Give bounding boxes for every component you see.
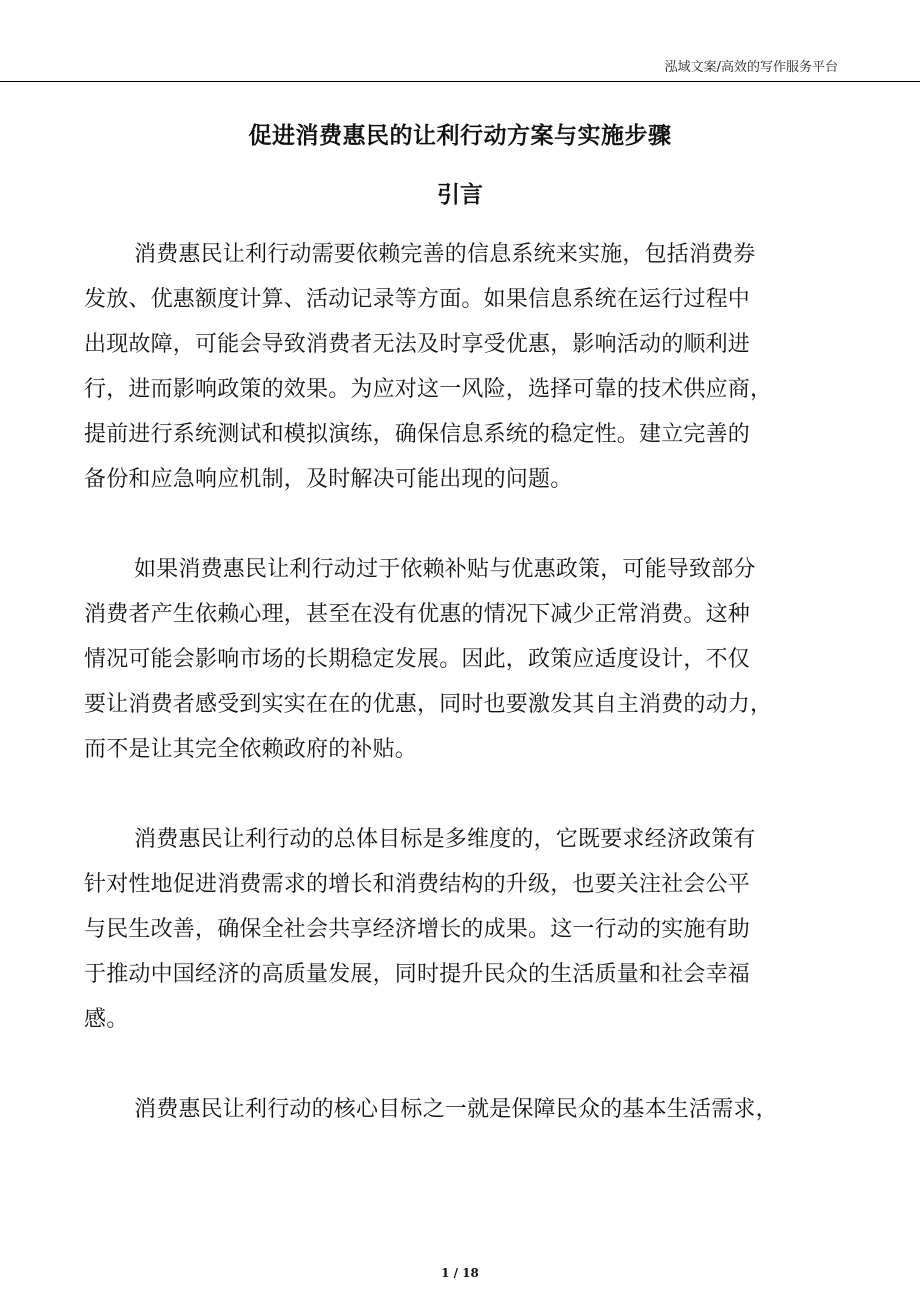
paragraph-line: 消费惠民让利行动的核心目标之一就是保障民众的基本生活需求， bbox=[134, 1097, 778, 1122]
paragraph-3 bbox=[84, 817, 844, 1042]
paragraph-gap bbox=[84, 502, 844, 547]
paragraph-gap bbox=[84, 772, 844, 817]
paragraph-line: 感。 bbox=[84, 1007, 129, 1032]
page-header bbox=[0, 58, 920, 80]
paragraph-line: 行，进而影响政策的效果。为应对这一风险，选择可靠的技术供应商， bbox=[84, 377, 773, 402]
paragraph-gap bbox=[84, 1042, 844, 1087]
paragraph-4 bbox=[84, 1087, 844, 1132]
page-number: 1 / 18 bbox=[441, 1266, 479, 1280]
document-title: 促进消费惠民的让利行动方案与实施步骤 bbox=[248, 123, 672, 149]
paragraph-line: 情况可能会影响市场的长期稳定发展。因此，政策应适度设计，不仅 bbox=[84, 647, 751, 672]
paragraph-2 bbox=[84, 547, 844, 772]
header-site-text: 泓域文案/高效的写作服务平台 bbox=[664, 60, 838, 75]
paragraph-line: 于推动中国经济的高质量发展，同时提升民众的生活质量和社会幸福 bbox=[84, 962, 751, 987]
paragraph-line: 与民生改善，确保全社会共享经济增长的成果。这一行动的实施有助 bbox=[84, 917, 751, 942]
paragraph-line: 备份和应急响应机制，及时解决可能出现的问题。 bbox=[84, 467, 573, 492]
paragraph-line: 出现故障，可能会导致消费者无法及时享受优惠，影响活动的顺利进 bbox=[84, 332, 751, 357]
paragraph-line: 消费者产生依赖心理，甚至在没有优惠的情况下减少正常消费。这种 bbox=[84, 602, 751, 627]
paragraph-line: 而不是让其完全依赖政府的补贴。 bbox=[84, 737, 418, 762]
paragraph-line: 发放、优惠额度计算、活动记录等方面。如果信息系统在运行过程中 bbox=[84, 287, 751, 312]
section-heading: 引言 bbox=[437, 182, 483, 208]
paragraph-1 bbox=[84, 232, 844, 502]
document-body bbox=[84, 232, 844, 1132]
paragraph-line: 针对性地促进消费需求的增长和消费结构的升级，也要关注社会公平 bbox=[84, 872, 751, 897]
paragraph-line: 提前进行系统测试和模拟演练，确保信息系统的稳定性。建立完善的 bbox=[84, 422, 751, 447]
paragraph-line: 消费惠民让利行动的总体目标是多维度的，它既要求经济政策有 bbox=[134, 827, 756, 852]
paragraph-line: 如果消费惠民让利行动过于依赖补贴与优惠政策，可能导致部分 bbox=[134, 557, 756, 582]
paragraph-line: 消费惠民让利行动需要依赖完善的信息系统来实施，包括消费券 bbox=[134, 242, 756, 267]
header-divider bbox=[0, 81, 920, 82]
paragraph-line: 要让消费者感受到实实在在的优惠，同时也要激发其自主消费的动力， bbox=[84, 692, 773, 717]
